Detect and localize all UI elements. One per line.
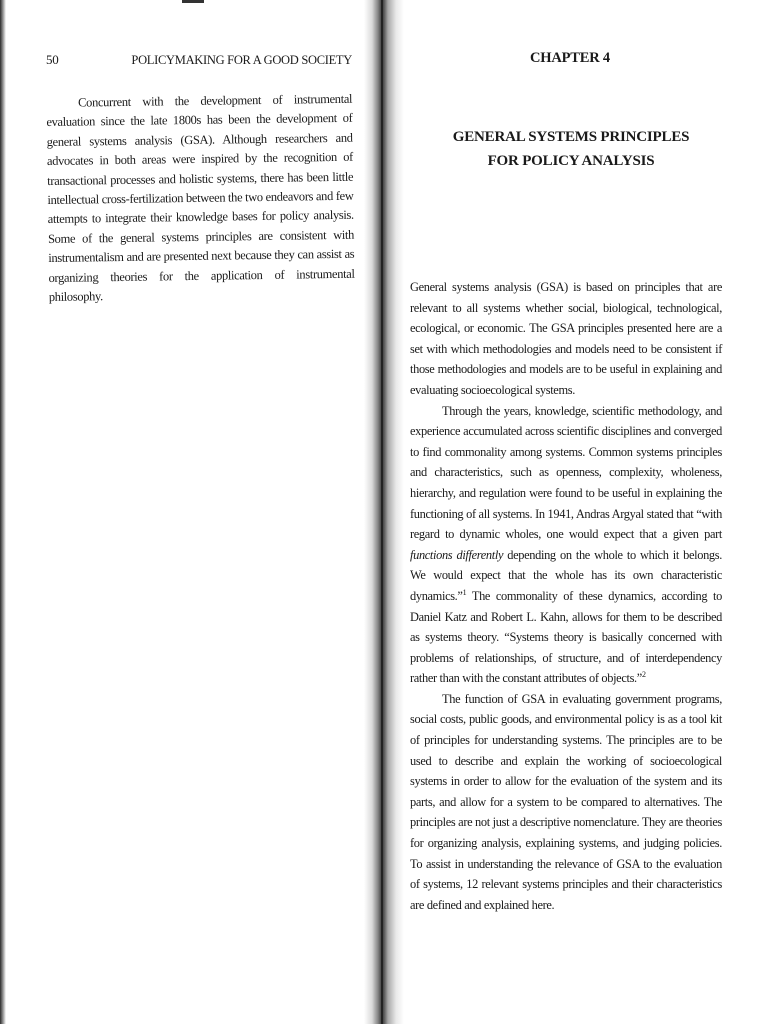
chapter-label: CHAPTER 4 [530, 50, 610, 66]
left-page-paragraph: Concurrent with the development of instrumental evaluation since the late 1800s has been the development of general systems analysis (GSA). Although researchers and advocates in both areas were inspired by the recognition of transactional processes and holistic systems, there has been little intellectual cross-fertilization between the two endeavors and few attempts to integrate their knowledge bases for policy analysis. Some of the general systems principles are consistent with instrumentalism and are presented next because they can assist as organizing theories for the application of instrumental philosophy. [46, 91, 355, 305]
chapter-body [410, 277, 722, 915]
paragraph-2-emphasis: functions differently [410, 547, 504, 562]
paragraph-2-text-c: The commonality of these dynamics, according to Daniel Katz and Robert L. Kahn, allows for them to be described as systems theory. “Systems theory is basically concerned with problems of relationships, of structure, and of interdependency rather than with the constant attributes of objects.” [410, 588, 722, 686]
body-paragraph-2 [410, 401, 722, 689]
running-head [46, 52, 352, 68]
chapter-title-line-2: FOR POLICY ANALYSIS [487, 153, 655, 169]
book-gutter [364, 0, 404, 1024]
book-spine-line [381, 0, 383, 1024]
page-edge-shadow [0, 0, 6, 1024]
running-head-title: POLICYMAKING FOR A GOOD SOCIETY [131, 53, 352, 67]
right-page [410, 50, 722, 915]
chapter-title-line-1: GENERAL SYSTEMS PRINCIPLES [452, 129, 690, 145]
footnote-ref-2: 2 [641, 670, 646, 680]
scan-mark [182, 0, 204, 3]
paragraph-2-text-a: Through the years, knowledge, scientific methodology, and experience accumulated across scientific disciplines and converged to find commonality among systems. Common systems principles and characteristics, such as openness, complexity, wholeness, hierarchy, and regulation were found to be useful in explaining the functioning of all systems. In 1941, Andras Argyal stated that “with regard to dynamic wholes, one would expect that a given part [410, 403, 722, 542]
left-page [46, 52, 355, 307]
paragraph-2-text-b: depending on the whole to which it belongs. We would expect that the whole has its own characteristic dynamics.” [410, 547, 722, 603]
footnote-ref-1: 1 [462, 587, 467, 597]
chapter-title [410, 125, 722, 173]
body-paragraph-1: General systems analysis (GSA) is based on principles that are relevant to all systems whether social, biological, technological, ecological, or economic. The GSA principles presented here are a set with which methodologies and models need to be consistent if those methodologies and models are to be useful in explaining and evaluating socioecological systems. [410, 280, 722, 397]
body-paragraph-3: The function of GSA in evaluating government programs, social costs, public goods, and environmental policy is as a tool kit of principles for understanding systems. The principles are to be used to describe and explain the working of socioecological systems in order to allow for the evaluation of the system and its parts, and allow for a system to be compared to alternatives. The principles are not just a descriptive nomenclature. They are theories for organizing analysis, explaining systems, and judging policies. To assist in understanding the relevance of GSA to the evaluation of systems, 12 relevant systems principles and their characteristics are defined and explained here. [410, 691, 722, 912]
page-number: 50 [46, 52, 59, 67]
